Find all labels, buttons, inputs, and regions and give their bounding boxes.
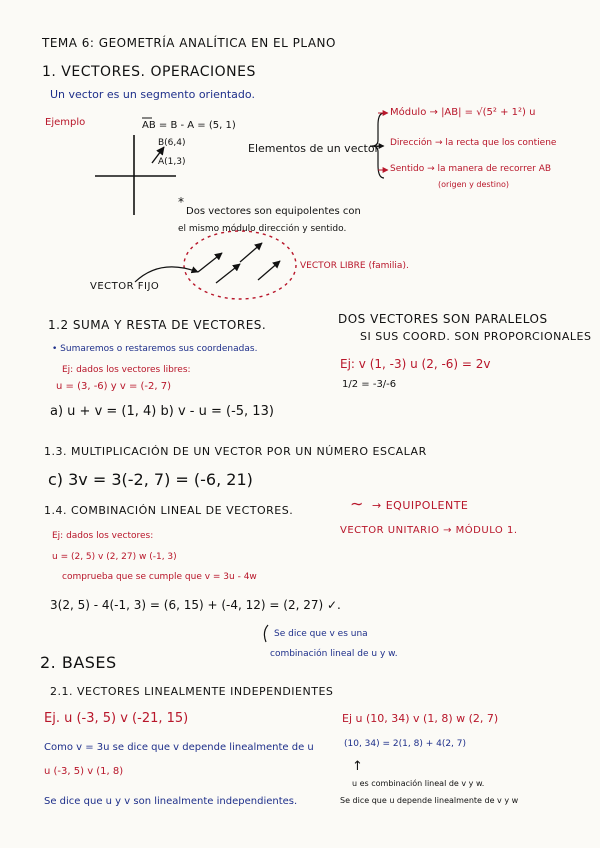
equipolentes-line-2: el mismo módulo dirección y sentido. [178, 224, 347, 234]
paralelos-line-1: DOS VECTORES SON PARALELOS [338, 312, 548, 326]
note-bracket [264, 625, 268, 642]
section-2-heading: 2. BASES [40, 653, 117, 672]
bases-independientes: Se dice que u y v son linealmente independientes. [44, 796, 298, 807]
section-1-heading: 1. VECTORES. OPERACIONES [42, 64, 256, 80]
bases-como: Como v = 3u se dice que v depende linealmente de u [44, 742, 314, 753]
suma-rule: • Sumaremos o restaremos sus coordenadas. [52, 344, 258, 354]
ab-vector-arrow [152, 147, 164, 163]
example-label: Ejemplo [45, 117, 86, 128]
combinacion-example-3: comprueba que se cumple que v = 3u - 4w [62, 572, 257, 582]
sentido-line-1: Sentido → la manera de recorrer AB [390, 164, 552, 174]
page-title: TEMA 6: GEOMETRÍA ANALÍTICA EN EL PLANO [42, 36, 336, 50]
vector-libre-ellipse [184, 231, 296, 299]
section-1-2-heading: 1.2 SUMA Y RESTA DE VECTORES. [48, 318, 267, 332]
combinacion-example-2: u = (2, 5) v (2, 27) w (-1, 3) [52, 552, 177, 562]
bases-ucoord: u (-3, 5) v (1, 8) [44, 766, 124, 777]
combinacion-note-2: combinación lineal de u y w. [270, 649, 398, 659]
vector-libre-label: VECTOR LIBRE (familia). [300, 261, 409, 271]
suma-result: a) u + v = (1, 4) b) v - u = (-5, 13) [50, 404, 274, 419]
direccion-line: Dirección → la recta que los contiene [390, 138, 557, 148]
combinacion-calc: 3(2, 5) - 4(-1, 3) = (6, 15) + (-4, 12) = (2, 27) ✓. [50, 598, 341, 612]
vector-fijo-label: VECTOR FIJO [90, 281, 160, 292]
modulo-line: Módulo → |AB| = √(5² + 1²) u [390, 107, 536, 118]
paralelos-example: Ej: v (1, -3) u (2, -6) = 2v [340, 357, 491, 371]
unitario-label: VECTOR UNITARIO → MÓDULO 1. [340, 525, 518, 536]
point-a-label: A(1,3) [158, 157, 186, 167]
equipolente-symbol: ∼ [350, 494, 364, 513]
combinacion-note-1: Se dice que v es una [274, 629, 368, 639]
section-2-1-heading: 2.1. VECTORES LINEALMENTE INDEPENDIENTES [50, 685, 334, 698]
suma-example-2: u = (3, -6) y v = (-2, 7) [56, 381, 171, 392]
bases-calc2: (10, 34) = 2(1, 8) + 4(2, 7) [344, 739, 467, 749]
vector-fijo-arrow [135, 267, 198, 282]
escalar-example: c) 3v = 3(-2, 7) = (-6, 21) [48, 470, 253, 489]
section-1-3-heading: 1.3. MULTIPLICACIÓN DE UN VECTOR POR UN NÚMERO ESCALAR [44, 445, 427, 458]
vector-definition: Un vector es un segmento orientado. [50, 88, 255, 101]
sentido-line-2: (origen y destino) [438, 180, 510, 189]
section-1-4-heading: 1.4. COMBINACIÓN LINEAL DE VECTORES. [44, 504, 294, 517]
paralelos-fraction: 1/2 = -3/-6 [342, 379, 397, 390]
equipolente-label: → EQUIPOLENTE [372, 499, 469, 512]
bases-example-1: Ej. u (-3, 5) v (-21, 15) [44, 711, 189, 726]
bases-dependencia: Se dice que u depende linealmente de v y w [340, 796, 519, 805]
free-vector-2 [216, 264, 240, 283]
ab-formula: AB = B - A = (5, 1) [142, 120, 236, 131]
free-vector-3 [240, 243, 262, 262]
bases-arrow: ↑ [352, 759, 363, 774]
free-vector-4 [258, 261, 280, 280]
suma-example-1: Ej: dados los vectores libres: [62, 365, 191, 375]
combinacion-example-1: Ej: dados los vectores: [52, 531, 154, 541]
asterisk-mark: * [178, 195, 184, 209]
elements-label: Elementos de un vector [248, 142, 380, 155]
equipolentes-line-1: Dos vectores son equipolentes con [186, 206, 361, 217]
paralelos-line-2: SI SUS COORD. SON PROPORCIONALES [360, 330, 592, 343]
bases-combinacion: u es combinación lineal de v y w. [352, 779, 485, 788]
point-b-label: B(6,4) [158, 138, 186, 148]
bases-example-2: Ej u (10, 34) v (1, 8) w (2, 7) [342, 712, 499, 725]
free-vector-1 [198, 253, 222, 272]
